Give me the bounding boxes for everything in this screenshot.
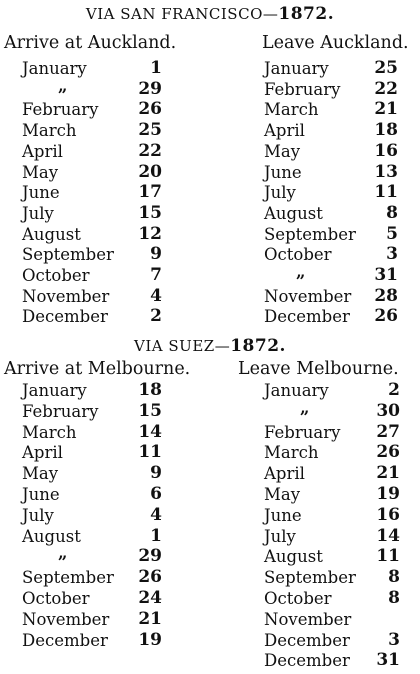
leave-melbourne-row xyxy=(0,463,420,484)
day-value: 11 xyxy=(374,182,398,203)
leave-auckland-title: Leave Auckland. xyxy=(262,33,409,53)
section2-heading-label: VIA SUEZ— xyxy=(134,337,231,355)
day-value: 26 xyxy=(374,306,398,327)
leave-melbourne-row xyxy=(0,630,420,651)
leave-melbourne-row xyxy=(0,526,420,547)
month-label: February xyxy=(264,79,341,99)
month-label: September xyxy=(22,568,114,588)
day-value: 2 xyxy=(388,380,400,400)
leave-melbourne-row xyxy=(0,505,420,526)
leave-melbourne-row xyxy=(0,588,420,609)
month-label: January xyxy=(22,381,87,400)
month-label: February xyxy=(264,422,341,442)
month-label: March xyxy=(22,422,77,442)
day-value: 12 xyxy=(138,223,162,244)
month-label: August xyxy=(264,203,323,223)
month-label: August xyxy=(22,526,81,546)
day-value: 9 xyxy=(150,244,162,265)
month-label: „ xyxy=(296,262,306,281)
day-value: 16 xyxy=(376,504,400,525)
day-value: 21 xyxy=(376,463,400,484)
month-label: March xyxy=(22,121,77,141)
month-label: February xyxy=(22,100,99,120)
month-label: July xyxy=(22,505,54,525)
month-label: April xyxy=(22,443,63,463)
month-label: December xyxy=(264,307,350,327)
month-label: January xyxy=(264,381,329,400)
leave-auckland-row xyxy=(0,162,420,183)
month-label: April xyxy=(264,121,305,141)
leave-melbourne-title: Leave Melbourne. xyxy=(238,359,399,379)
leave-auckland-row xyxy=(0,224,420,245)
month-label: September xyxy=(22,245,114,265)
month-label: December xyxy=(264,651,350,671)
leave-auckland-row xyxy=(0,120,420,141)
day-value: 2 xyxy=(150,306,162,327)
day-value: 14 xyxy=(138,421,162,442)
day-value: 22 xyxy=(374,78,398,99)
leave-auckland-row xyxy=(0,244,420,265)
month-label: December xyxy=(264,630,350,650)
arrive-melbourne-title: Arrive at Melbourne. xyxy=(4,359,191,379)
month-label: December xyxy=(22,630,108,650)
section2-heading xyxy=(0,336,420,356)
month-label: „ xyxy=(58,75,68,95)
day-value: 3 xyxy=(388,629,400,650)
leave-auckland-row xyxy=(0,306,420,327)
section1-heading-year: 1872. xyxy=(278,4,335,24)
day-value: 4 xyxy=(150,285,162,306)
month-label: October xyxy=(264,589,332,608)
day-value: 26 xyxy=(376,442,400,463)
leave-auckland-row xyxy=(0,262,420,286)
day-value: 11 xyxy=(138,442,162,463)
month-label: February xyxy=(22,401,99,421)
leave-auckland-row xyxy=(0,79,420,100)
day-value: 7 xyxy=(150,265,162,285)
month-label: May xyxy=(22,464,59,484)
leave-melbourne-row xyxy=(0,397,420,422)
month-label: November xyxy=(22,286,110,306)
day-value: 28 xyxy=(374,285,398,306)
leave-auckland-row xyxy=(0,286,420,307)
day-value: 18 xyxy=(138,380,162,400)
day-value: 19 xyxy=(376,484,400,504)
day-value: 8 xyxy=(386,202,398,223)
day-value: 18 xyxy=(374,120,398,141)
month-label: December xyxy=(22,307,108,327)
month-label: June xyxy=(22,183,60,203)
month-label: January xyxy=(264,59,329,78)
month-label: October xyxy=(22,266,90,285)
day-value: 4 xyxy=(150,504,162,525)
day-value: 30 xyxy=(376,400,400,421)
month-label: May xyxy=(22,162,59,182)
leave-melbourne-row xyxy=(0,380,420,401)
day-value: 14 xyxy=(376,525,400,546)
day-value: 5 xyxy=(386,223,398,244)
month-label: May xyxy=(264,141,301,161)
month-label: January xyxy=(22,59,87,78)
day-value: 15 xyxy=(138,400,162,421)
day-value: 24 xyxy=(138,588,162,608)
day-value: 15 xyxy=(138,202,162,223)
leave-auckland-row xyxy=(0,203,420,224)
month-label: April xyxy=(22,141,63,161)
month-label: September xyxy=(264,224,356,244)
section1-heading xyxy=(0,4,420,24)
day-value: 20 xyxy=(138,161,162,182)
day-value: 25 xyxy=(138,120,162,141)
month-label: July xyxy=(22,203,54,223)
section1-heading-label: VIA SAN FRANCISCO— xyxy=(85,5,279,23)
day-value: 29 xyxy=(138,546,162,567)
month-label: October xyxy=(22,589,90,608)
day-value: 1 xyxy=(150,58,162,78)
month-label: November xyxy=(264,286,352,306)
leave-auckland-row xyxy=(0,182,420,203)
day-value: 31 xyxy=(374,265,398,285)
month-label: „ xyxy=(300,397,310,417)
day-value: 6 xyxy=(150,484,162,504)
day-value: 11 xyxy=(376,546,400,567)
day-value: 26 xyxy=(138,99,162,120)
leave-melbourne-row xyxy=(0,442,420,463)
leave-auckland-row xyxy=(0,99,420,120)
day-value: 1 xyxy=(150,525,162,546)
day-value: 29 xyxy=(138,78,162,99)
day-value: 13 xyxy=(374,161,398,182)
day-value: 8 xyxy=(388,567,400,588)
leave-auckland-row xyxy=(0,141,420,162)
leave-melbourne-row xyxy=(0,422,420,443)
month-label: June xyxy=(264,505,302,525)
section2-heading-year: 1872. xyxy=(230,336,286,356)
day-value: 21 xyxy=(138,608,162,629)
month-label: July xyxy=(264,183,296,203)
day-value: 25 xyxy=(374,58,398,78)
month-label: May xyxy=(264,485,301,504)
day-value: 17 xyxy=(138,182,162,203)
month-label: March xyxy=(264,100,319,120)
month-label: November xyxy=(264,609,352,629)
leave-melbourne-row xyxy=(0,567,420,588)
month-label: August xyxy=(22,224,81,244)
month-label: November xyxy=(22,609,110,629)
day-value: 9 xyxy=(150,463,162,484)
day-value: 8 xyxy=(388,588,400,608)
arrive-auckland-title: Arrive at Auckland. xyxy=(4,33,177,53)
day-value: 31 xyxy=(376,650,400,671)
month-label: „ xyxy=(58,543,68,563)
leave-melbourne-row xyxy=(0,546,420,567)
day-value: 16 xyxy=(374,140,398,161)
leave-auckland-row xyxy=(0,58,420,79)
day-value: 27 xyxy=(376,421,400,442)
month-label: October xyxy=(264,245,332,265)
month-label: March xyxy=(264,443,319,463)
month-label: June xyxy=(264,162,302,182)
day-value: 3 xyxy=(386,244,398,265)
leave-melbourne-row xyxy=(0,650,420,671)
day-value: 26 xyxy=(138,567,162,588)
day-value: 21 xyxy=(374,99,398,120)
month-label: September xyxy=(264,568,356,588)
month-label: July xyxy=(264,526,296,546)
day-value: 19 xyxy=(138,629,162,650)
day-value: 22 xyxy=(138,140,162,161)
month-label: August xyxy=(264,547,323,567)
leave-melbourne-row xyxy=(0,484,420,505)
month-label: April xyxy=(264,464,305,484)
leave-melbourne-row xyxy=(0,609,420,630)
month-label: June xyxy=(22,485,60,504)
